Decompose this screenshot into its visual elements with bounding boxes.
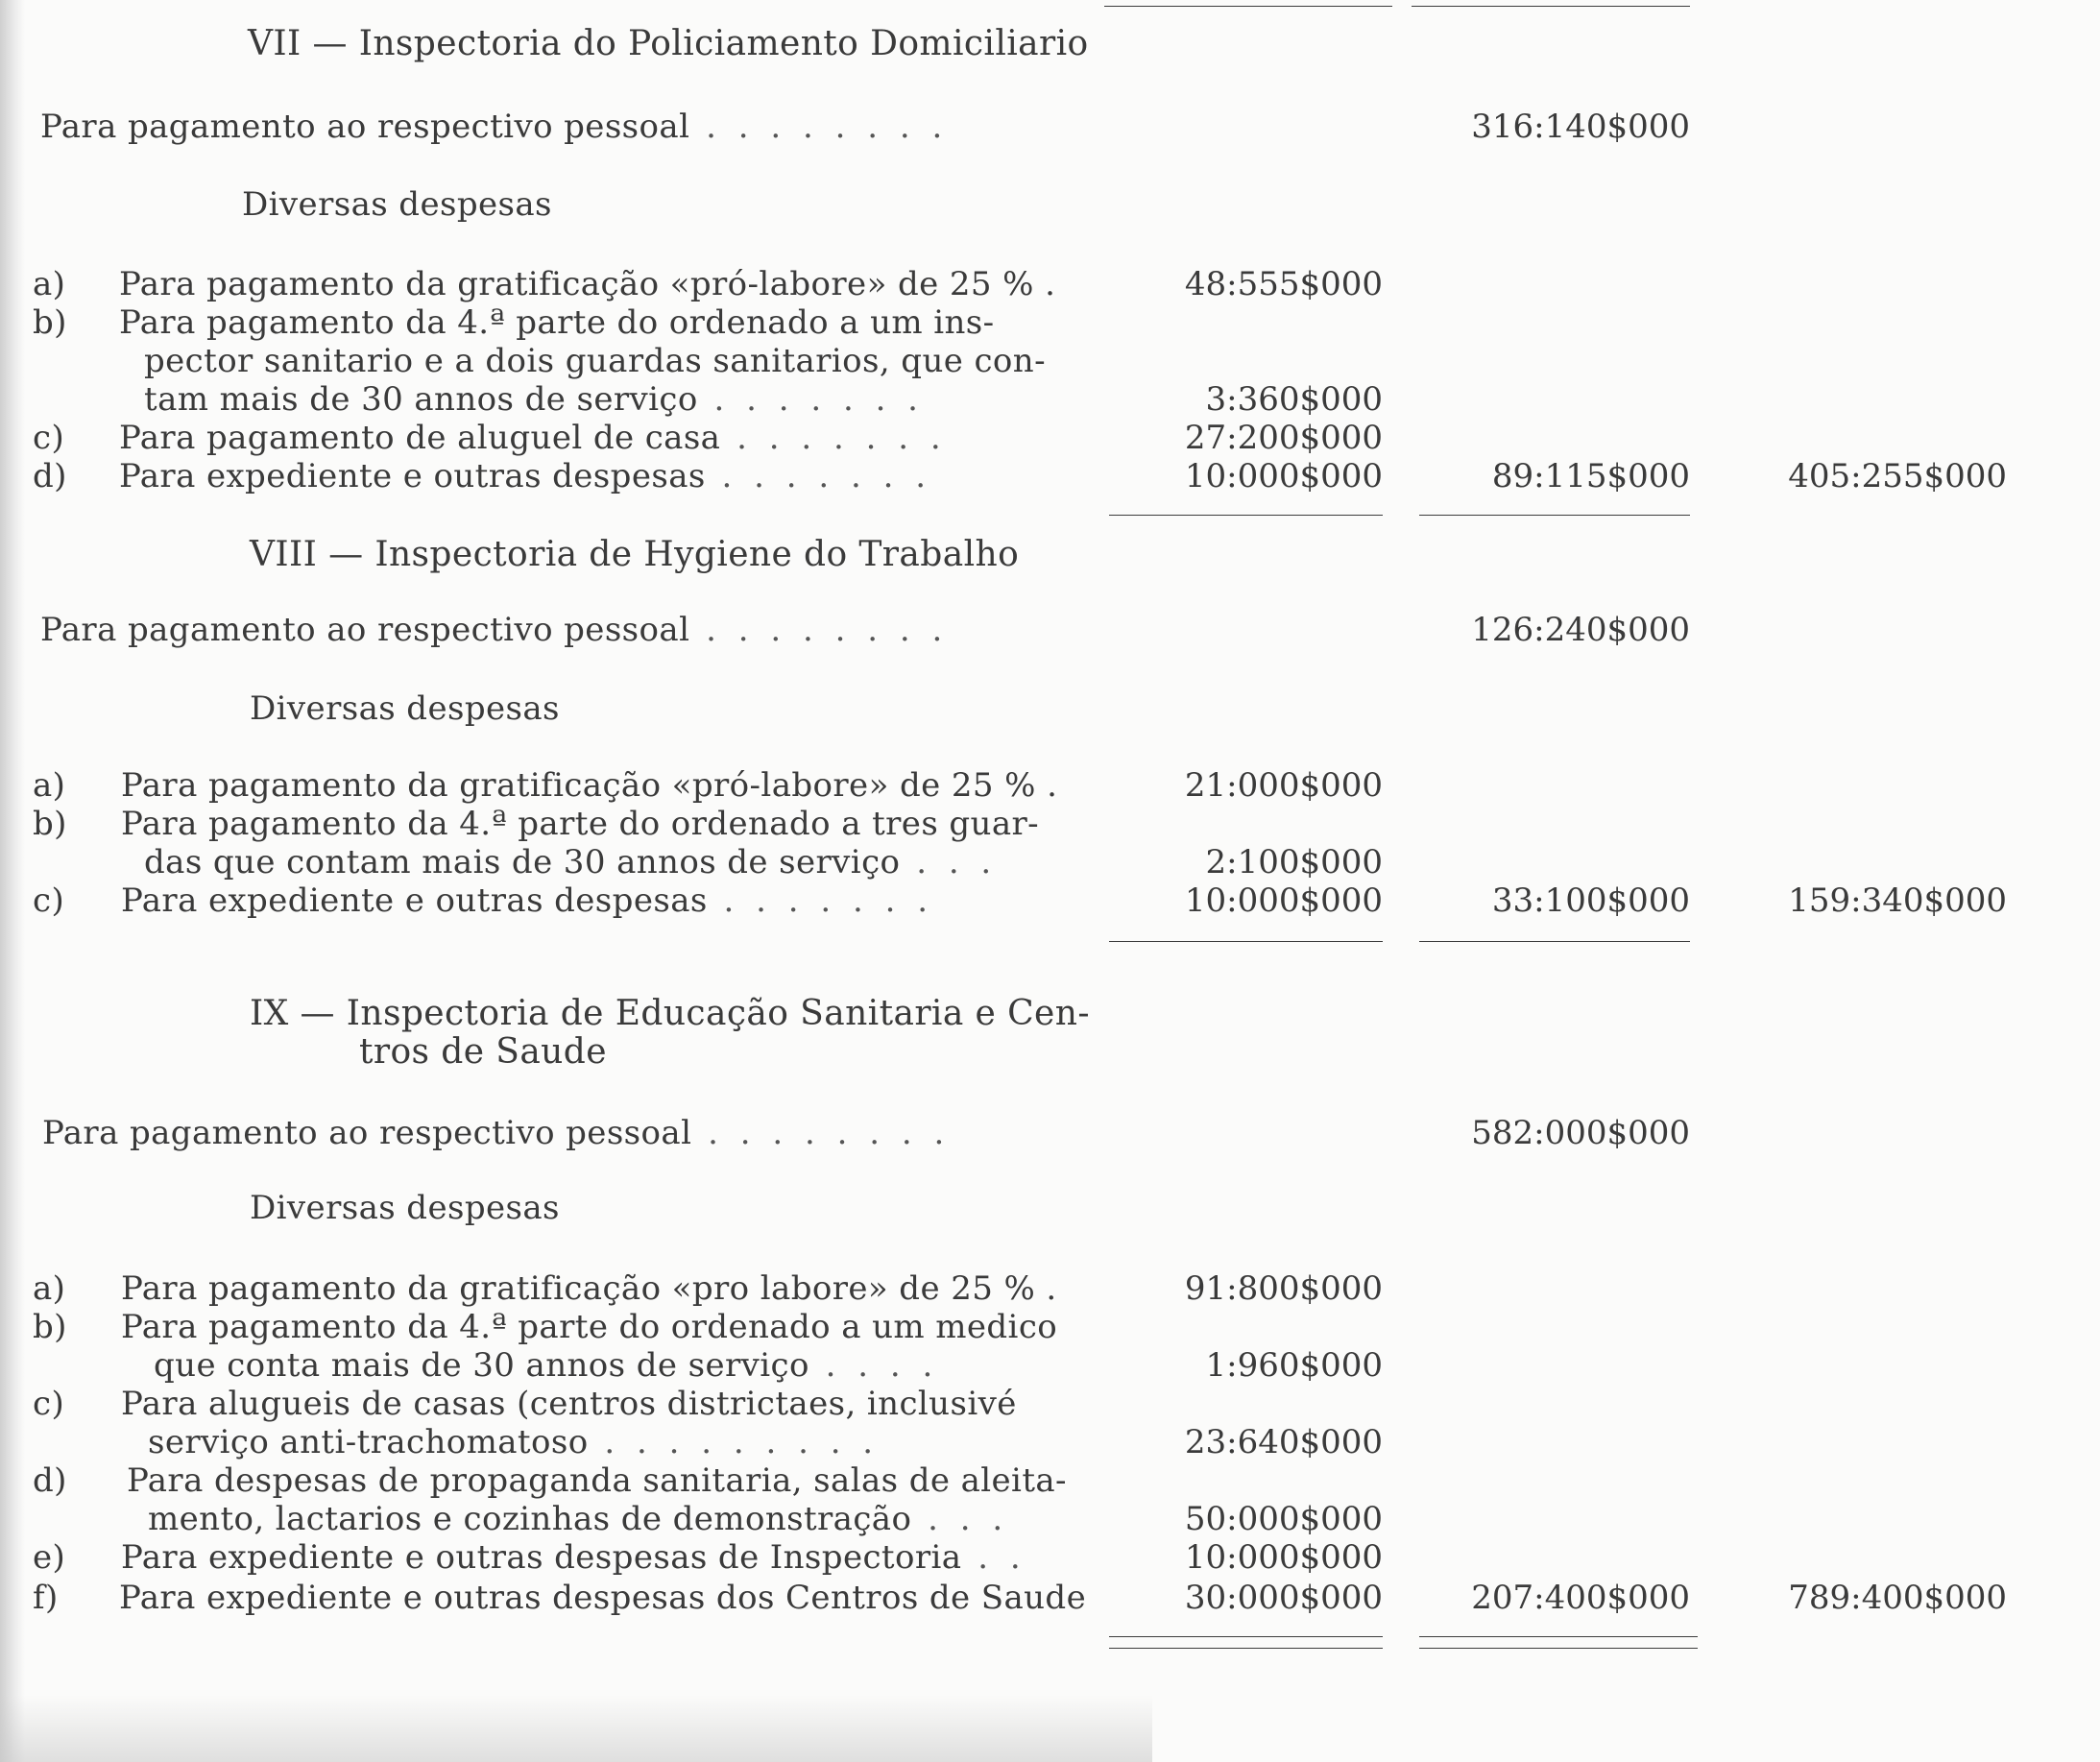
- section-viii-item-b-line1: Para pagamento da 4.ª parte do ordenado a tres guar-: [121, 805, 1040, 843]
- section-viii-pessoal-label: Para pagamento ao respectivo pessoal . . . . . . . .: [40, 611, 949, 649]
- section-viii-item-a-text: Para pagamento da gratificação «pró-labore» de 25 % .: [121, 766, 1058, 805]
- section-viii-rule-col2: [1419, 941, 1690, 942]
- section-vii-item-b-line2: pector sanitario e a dois guardas sanitarios, que con-: [144, 342, 1046, 380]
- paper-edge-shadow: [0, 0, 25, 1762]
- section-vii-rule-col2: [1419, 515, 1690, 516]
- section-ix-rule-col2-a: [1419, 1636, 1698, 1637]
- section-viii-pessoal-text: Para pagamento ao respectivo pessoal: [40, 611, 690, 649]
- section-ix-pessoal-text: Para pagamento ao respectivo pessoal: [42, 1114, 692, 1152]
- section-vii-item-b-line1: Para pagamento da 4.ª parte do ordenado a um ins-: [119, 303, 995, 342]
- section-vii-item-a-letter: a): [33, 265, 66, 303]
- section-ix-item-b-line2: que conta mais de 30 annos de serviço . . . .: [154, 1346, 939, 1385]
- section-ix-item-e-label: Para expediente e outras despesas de Inspectoria: [121, 1538, 962, 1577]
- section-vii-item-d-amount: 10:000$000: [1184, 457, 1383, 495]
- section-ix-despesas-heading: Diversas despesas: [250, 1189, 560, 1227]
- section-vii-item-c-label: Para pagamento de aluguel de casa: [119, 419, 721, 457]
- section-vii-item-b-amount: 3:360$000: [1205, 380, 1383, 419]
- section-vii-item-c-text: Para pagamento de aluguel de casa . . . . . . .: [119, 419, 947, 457]
- section-ix-item-a-text: Para pagamento da gratificação «pro labore» de 25 % .: [121, 1269, 1057, 1308]
- section-vii-title: VII — Inspectoria do Policiamento Domiciliario: [248, 24, 1089, 63]
- top-rule-right: [1412, 6, 1690, 7]
- section-ix-item-b-amount: 1:960$000: [1205, 1346, 1383, 1385]
- section-vii-item-d-letter: d): [33, 457, 67, 495]
- section-viii-total: 159:340$000: [1788, 881, 2007, 920]
- section-vii-pessoal-label: Para pagamento ao respectivo pessoal . . . . . . . .: [40, 108, 949, 146]
- section-viii-item-c-amount: 10:000$000: [1184, 881, 1383, 920]
- section-ix-item-e-letter: e): [33, 1538, 66, 1577]
- section-viii-item-b-line2-text: das que contam mais de 30 annos de serviço: [144, 843, 901, 881]
- section-vii-pessoal-amount: 316:140$000: [1471, 108, 1690, 146]
- section-viii-item-b-line2: das que contam mais de 30 annos de serviço . . .: [144, 843, 998, 881]
- section-ix-rule-col2-b: [1419, 1648, 1698, 1649]
- section-ix-item-c-letter: c): [33, 1385, 65, 1423]
- section-ix-title-line2: tros de Saude: [359, 1032, 607, 1072]
- section-vii-total: 405:255$000: [1788, 457, 2007, 495]
- section-ix-item-c-line2: serviço anti-trachomatoso . . . . . . . . .: [148, 1423, 880, 1461]
- section-vii-item-b-letter: b): [33, 303, 67, 342]
- section-ix-item-b-line1: Para pagamento da 4.ª parte do ordenado a um medico: [121, 1308, 1058, 1346]
- section-vii-item-c-letter: c): [33, 419, 65, 457]
- section-ix-item-d-line2: mento, lactarios e cozinhas de demonstração . . .: [148, 1500, 1009, 1538]
- section-ix-item-c-line2-text: serviço anti-trachomatoso: [148, 1423, 589, 1461]
- section-ix-item-f-text: Para expediente e outras despesas dos Centros de Saude: [119, 1579, 1087, 1617]
- section-vii-subtotal: 89:115$000: [1491, 457, 1690, 495]
- section-ix-pessoal-amount: 582:000$000: [1471, 1114, 1690, 1152]
- section-ix-item-b-letter: b): [33, 1308, 67, 1346]
- section-ix-item-a-amount: 91:800$000: [1184, 1269, 1383, 1308]
- section-ix-item-c-line1: Para alugueis de casas (centros districtaes, inclusivé: [121, 1385, 1017, 1423]
- paper-bottom-shadow: [0, 1695, 1152, 1762]
- section-viii-despesas-heading: Diversas despesas: [250, 689, 560, 728]
- section-viii-title: VIII — Inspectoria de Hygiene do Trabalho: [250, 535, 1020, 574]
- section-viii-subtotal: 33:100$000: [1491, 881, 1690, 920]
- section-ix-pessoal-label: Para pagamento ao respectivo pessoal . . . . . . . .: [42, 1114, 951, 1152]
- section-ix-rule-col1-a: [1109, 1636, 1383, 1637]
- section-ix-item-d-amount: 50:000$000: [1184, 1500, 1383, 1538]
- section-ix-item-e-amount: 10:000$000: [1184, 1538, 1383, 1577]
- section-viii-item-a-letter: a): [33, 766, 66, 805]
- section-ix-item-e-text: Para expediente e outras despesas de Inspectoria . .: [121, 1538, 1026, 1577]
- section-ix-item-b-line2-text: que conta mais de 30 annos de serviço: [154, 1346, 809, 1385]
- section-vii-item-b-line3-text: tam mais de 30 annos de serviço: [144, 380, 698, 419]
- section-vii-pessoal-text: Para pagamento ao respectivo pessoal: [40, 108, 690, 146]
- section-ix-title-line1: IX — Inspectoria de Educação Sanitaria e Cen-: [250, 994, 1090, 1033]
- section-vii-item-c-amount: 27:200$000: [1184, 419, 1383, 457]
- section-ix-item-f-amount: 30:000$000: [1184, 1579, 1383, 1617]
- section-ix-item-a-letter: a): [33, 1269, 66, 1308]
- section-viii-rule-col1: [1109, 941, 1383, 942]
- section-viii-item-b-letter: b): [33, 805, 67, 843]
- section-viii-item-c-label: Para expediente e outras despesas: [121, 881, 708, 920]
- section-ix-item-d-line2-text: mento, lactarios e cozinhas de demonstração: [148, 1500, 912, 1538]
- section-vii-item-a-amount: 48:555$000: [1184, 265, 1383, 303]
- section-ix-rule-col1-b: [1109, 1648, 1383, 1649]
- section-viii-item-c-letter: c): [33, 881, 65, 920]
- section-vii-item-d-text: Para expediente e outras despesas . . . . . . .: [119, 457, 932, 495]
- section-vii-despesas-heading: Diversas despesas: [242, 185, 552, 224]
- section-vii-item-b-line3: tam mais de 30 annos de serviço . . . . . . .: [144, 380, 924, 419]
- section-vii-rule-col1: [1109, 515, 1383, 516]
- top-rule-left: [1104, 6, 1392, 7]
- section-ix-subtotal: 207:400$000: [1471, 1579, 1690, 1617]
- section-viii-item-b-amount: 2:100$000: [1205, 843, 1383, 881]
- section-ix-total: 789:400$000: [1788, 1579, 2007, 1617]
- section-ix-item-c-amount: 23:640$000: [1184, 1423, 1383, 1461]
- section-vii-item-a-text: Para pagamento da gratificação «pró-labore» de 25 % .: [119, 265, 1056, 303]
- section-viii-item-c-text: Para expediente e outras despesas . . . . . . .: [121, 881, 934, 920]
- section-viii-item-a-amount: 21:000$000: [1184, 766, 1383, 805]
- section-ix-item-d-letter: d): [33, 1461, 67, 1500]
- section-ix-item-d-line1: Para despesas de propaganda sanitaria, salas de aleita-: [127, 1461, 1067, 1500]
- section-ix-item-f-letter: f): [33, 1579, 59, 1617]
- section-viii-pessoal-amount: 126:240$000: [1471, 611, 1690, 649]
- section-vii-item-d-label: Para expediente e outras despesas: [119, 457, 706, 495]
